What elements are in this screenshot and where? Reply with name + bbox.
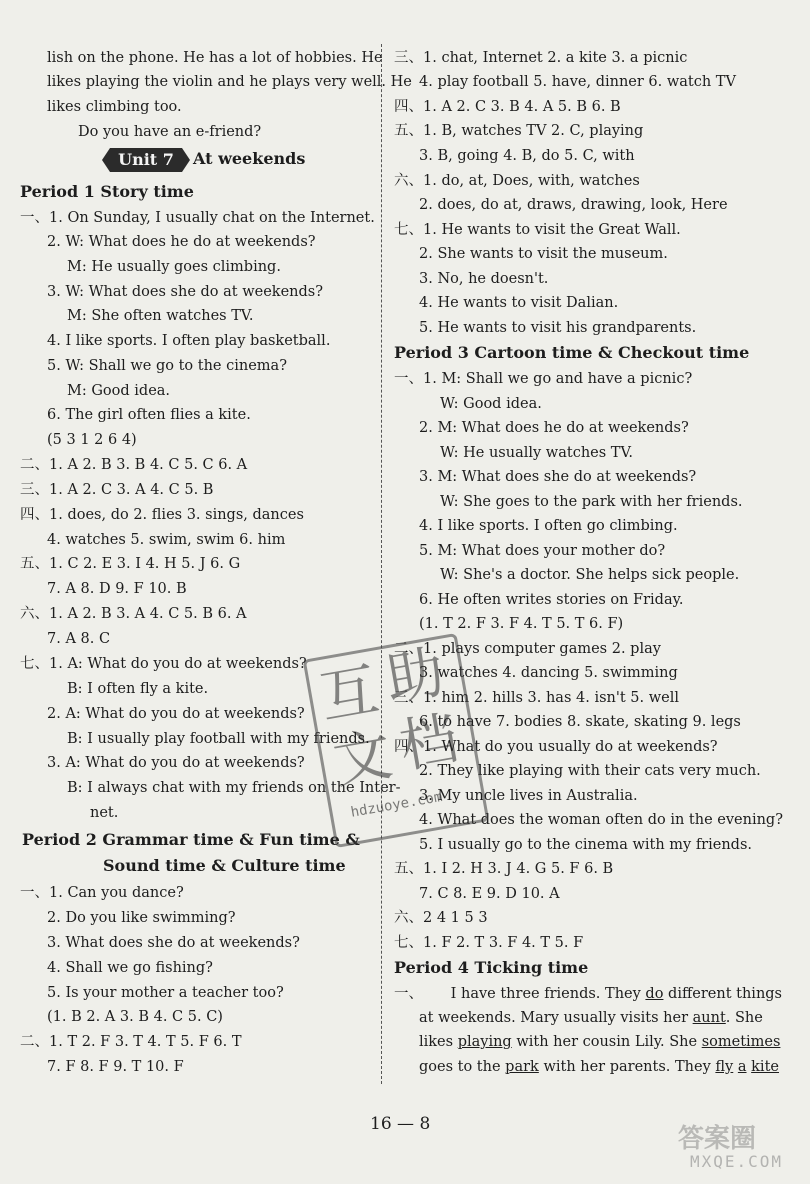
answer-line: 4. Shall we go fishing? <box>47 960 213 976</box>
answer-line: 2. They like playing with their cats very much. <box>419 763 761 779</box>
answer-line: 6. to have 7. bodies 8. skate, skating 9. legs <box>419 714 741 730</box>
stamp-char: 助 <box>380 637 450 715</box>
answer-line: 3. What does she do at weekends? <box>47 935 300 951</box>
answer-line: M: He usually goes climbing. <box>67 259 281 275</box>
answer-line: net. <box>90 805 119 821</box>
answer-line: W: Good idea. <box>440 396 542 412</box>
period1-heading: Period 1 Story time <box>20 182 194 201</box>
intro-line: likes playing the violin and he plays very well. He <box>47 74 412 90</box>
answer-line: 4. watches 5. swim, swim 6. him <box>47 532 286 548</box>
answer-line: 3. W: What does she do at weekends? <box>47 284 323 300</box>
answer-line: 3. M: What does she do at weekends? <box>419 469 697 485</box>
cloze-line <box>419 1032 780 1052</box>
period2-heading: Period 2 Grammar time & Fun time & <box>22 830 360 849</box>
cloze-line <box>419 1008 763 1028</box>
answer-line: (1. B 2. A 3. B 4. C 5. C) <box>47 1009 223 1025</box>
answer-line: 5. He wants to visit his grandparents. <box>419 320 697 336</box>
intro-line: Do you have an e-friend? <box>78 124 262 140</box>
answer-line: 2. Do you like swimming? <box>47 910 236 926</box>
column-divider <box>381 44 382 1084</box>
cloze-answer: kite <box>751 1059 779 1075</box>
cloze-answer: fly <box>715 1059 734 1075</box>
answer-line: 六、2 4 1 5 3 <box>394 910 488 926</box>
stamp-char: 文 <box>328 719 398 797</box>
answer-line: 7. F 8. F 9. T 10. F <box>47 1059 184 1075</box>
watermark-logo: 答案圈 <box>678 1124 757 1154</box>
answer-line: 7. A 8. C <box>47 631 111 647</box>
answer-line: 七、1. F 2. T 3. F 4. T 5. F <box>394 935 584 951</box>
stamp-char: 档 <box>394 703 464 781</box>
answer-line: 二、1. T 2. F 3. T 4. T 5. F 6. T <box>20 1034 242 1050</box>
answer-line: 一、1. On Sunday, I usually chat on the Internet. <box>20 210 375 226</box>
period4-heading: Period 4 Ticking time <box>394 958 589 977</box>
page-number: 16 — 8 <box>370 1114 431 1134</box>
answer-line: 4. What does the woman often do in the evening? <box>419 812 783 828</box>
section-marker: 一、 <box>394 986 423 1002</box>
answer-line: 4. I like sports. I often play basketball. <box>47 333 331 349</box>
answer-line: 五、1. I 2. H 3. J 4. G 5. F 6. B <box>394 861 614 877</box>
answer-line: B: I usually play football with my friends. <box>67 731 370 747</box>
answer-line: 6. The girl often flies a kite. <box>47 407 251 423</box>
unit-badge: Unit 7 <box>110 148 182 172</box>
answer-line: 5. W: Shall we go to the cinema? <box>47 358 287 374</box>
intro-line: likes climbing too. <box>47 99 182 115</box>
answer-line: 4. He wants to visit Dalian. <box>419 295 619 311</box>
answer-line: B: I often fly a kite. <box>67 681 209 697</box>
hdzuoye-stamp <box>303 633 490 848</box>
unit-title: At weekends <box>193 149 306 168</box>
answer-line: 六、1. do, at, Does, with, watches <box>394 173 640 189</box>
answer-line: 四、1. What do you usually do at weekends? <box>394 739 718 755</box>
cloze-text: with her cousin Lily. She <box>516 1034 698 1050</box>
cloze-text: different things <box>668 986 783 1002</box>
answer-line: 三、1. him 2. hills 3. has 4. isn't 5. well <box>394 690 679 706</box>
answer-line: 三、1. A 2. C 3. A 4. C 5. B <box>20 482 214 498</box>
cloze-line <box>394 984 782 1004</box>
watermark-url: MXQE.COM <box>690 1152 784 1171</box>
answer-line: W: She's a doctor. She helps sick people. <box>440 567 740 583</box>
cloze-answer: aunt <box>692 1010 726 1026</box>
answer-line: 一、1. Can you dance? <box>20 885 184 901</box>
answer-line: 一、1. M: Shall we go and have a picnic? <box>394 371 693 387</box>
cloze-text: at weekends. Mary usually visits her <box>419 1010 689 1026</box>
cloze-text: likes <box>419 1034 454 1050</box>
answer-line: 五、1. B, watches TV 2. C, playing <box>394 123 644 139</box>
answer-line: 4. play football 5. have, dinner 6. watch TV <box>419 74 736 90</box>
period2-heading-cont: Sound time & Culture time <box>103 856 346 875</box>
cloze-answer: sometimes <box>701 1034 781 1050</box>
cloze-text: goes to the <box>419 1059 501 1075</box>
cloze-text: with her parents. They <box>543 1059 711 1075</box>
answer-line: W: He usually watches TV. <box>440 445 634 461</box>
answer-line: (1. T 2. F 3. F 4. T 5. T 6. F) <box>419 616 624 632</box>
answer-line: 3. My uncle lives in Australia. <box>419 788 638 804</box>
answer-line: M: Good idea. <box>67 383 171 399</box>
answer-line: 5. Is your mother a teacher too? <box>47 985 284 1001</box>
answer-line: 三、1. chat, Internet 2. a kite 3. a picnic <box>394 50 688 66</box>
answer-line: 3. watches 4. dancing 5. swimming <box>419 665 678 681</box>
answer-line: 3. No, he doesn't. <box>419 271 549 287</box>
answer-line: 7. A 8. D 9. F 10. B <box>47 581 187 597</box>
answer-line: 7. C 8. E 9. D 10. A <box>419 886 560 902</box>
answer-line: 2. She wants to visit the museum. <box>419 246 668 262</box>
period3-heading: Period 3 Cartoon time & Checkout time <box>394 343 750 362</box>
answer-line: W: She goes to the park with her friends. <box>440 494 743 510</box>
cloze-answer: park <box>505 1059 539 1075</box>
answer-line: 4. I like sports. I often go climbing. <box>419 518 678 534</box>
answer-line: 3. A: What do you do at weekends? <box>47 755 305 771</box>
answer-line: B: I always chat with my friends on the Inter- <box>67 780 401 796</box>
answer-line: 2. W: What does he do at weekends? <box>47 234 316 250</box>
answer-line: 四、1. A 2. C 3. B 4. A 5. B 6. B <box>394 99 621 115</box>
answer-line: 五、1. C 2. E 3. I 4. H 5. J 6. G <box>20 556 241 572</box>
stamp-url: hdzuoye.com <box>349 788 444 821</box>
cloze-answer: do <box>645 986 664 1002</box>
answer-line: 七、1. A: What do you do at weekends? <box>20 656 307 672</box>
cloze-text: I have three friends. They <box>450 986 641 1002</box>
answer-line: 2. M: What does he do at weekends? <box>419 420 689 436</box>
cloze-text: . She <box>725 1010 763 1026</box>
stamp-char: 互 <box>314 654 384 732</box>
cloze-answer: playing <box>457 1034 512 1050</box>
answer-line: 3. B, going 4. B, do 5. C, with <box>419 148 635 164</box>
cloze-line <box>419 1057 779 1077</box>
answer-line: 6. He often writes stories on Friday. <box>419 592 684 608</box>
answer-line: 四、1. does, do 2. flies 3. sings, dances <box>20 507 304 523</box>
answer-line: 六、1. A 2. B 3. A 4. C 5. B 6. A <box>20 606 247 622</box>
cloze-answer: a <box>737 1059 747 1075</box>
answer-line: M: She often watches TV. <box>67 308 254 324</box>
answer-line: 5. I usually go to the cinema with my friends. <box>419 837 753 853</box>
intro-line: lish on the phone. He has a lot of hobbies. He <box>47 50 383 66</box>
answer-line: (5 3 1 2 6 4) <box>47 432 137 448</box>
answer-line: 七、1. He wants to visit the Great Wall. <box>394 222 681 238</box>
answer-line: 2. A: What do you do at weekends? <box>47 706 305 722</box>
answer-line: 2. does, do at, draws, drawing, look, Here <box>419 197 728 213</box>
answer-line: 二、1. A 2. B 3. B 4. C 5. C 6. A <box>20 457 248 473</box>
answer-line: 5. M: What does your mother do? <box>419 543 666 559</box>
answer-line: 二、1. plays computer games 2. play <box>394 641 661 657</box>
